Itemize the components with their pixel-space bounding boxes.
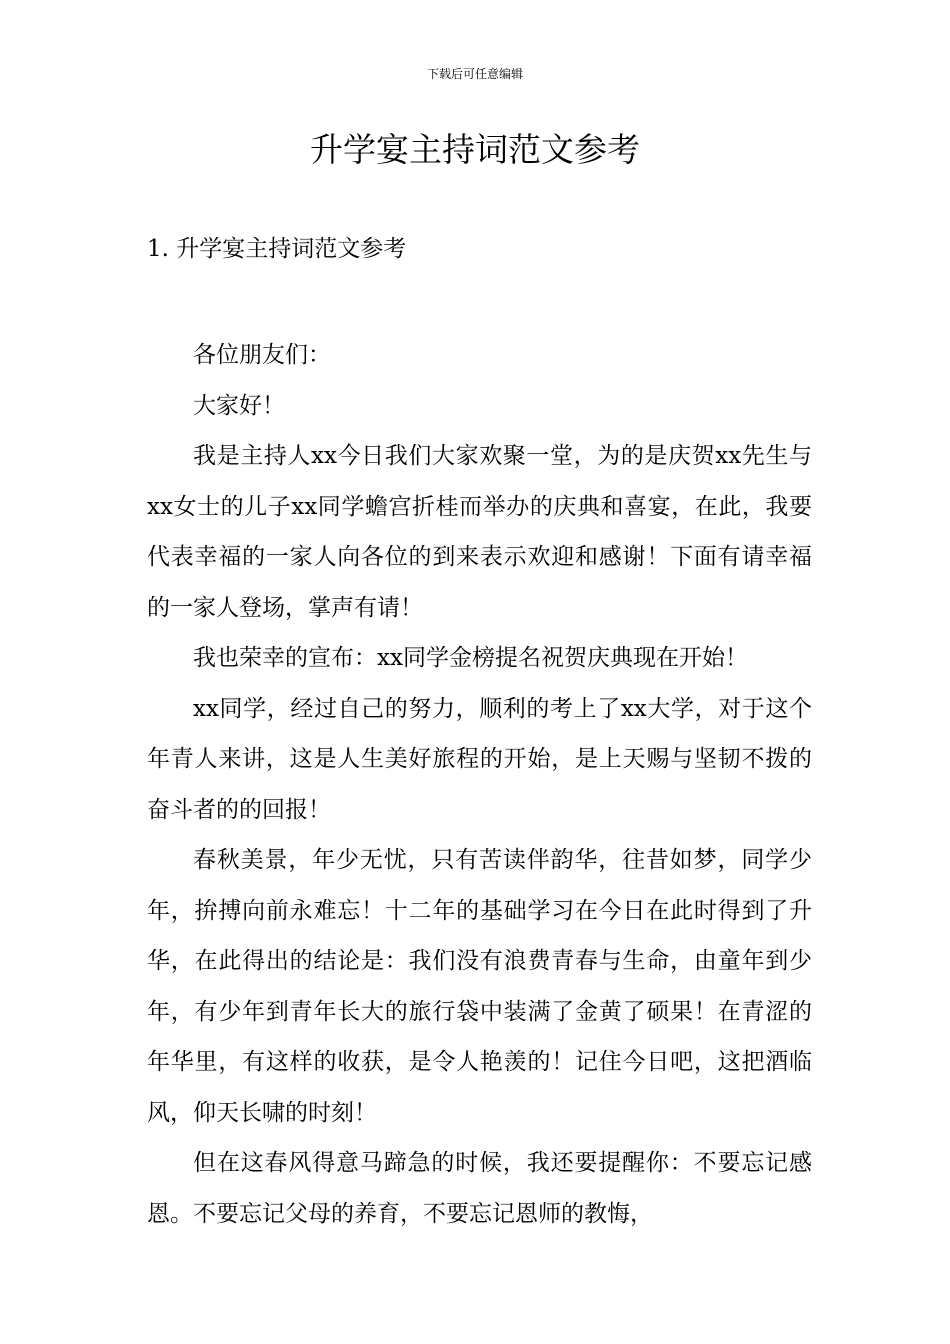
paragraph-gratitude: 但在这春风得意马蹄急的时候，我还要提醒你：不要忘记感恩。不要忘记父母的养育，不要忘记恩师的教悔， (147, 1150, 812, 1227)
document-title: 升学宴主持词范文参考 (310, 130, 640, 169)
paragraph-reflection: 春秋美景，年少无忧，只有苦读伴韵华，往昔如梦，同学少年，拚搏向前永难忘！十二年的基础学习在今日在此时得到了升华，在此得出的结论是：我们没有浪费青春与生命，由童年到少年，有少年到青年长大的旅行袋中装满了金黄了硕果！在青涩的年华里，有这样的收获，是令人艳羡的！记住今日吧，这把酒临风，仰天长啸的时刻！ (147, 847, 812, 1126)
paragraph-greeting: 各位朋友们： (193, 342, 331, 368)
section-heading: 1. 升学宴主持词范文参考 (147, 236, 407, 262)
paragraph-hello: 大家好！ (193, 392, 285, 419)
paragraph-achievement: xx同学，经过自己的努力，顺利的考上了xx大学，对于这个年青人来讲，这是人生美好旅程的开始，是上天赐与坚韧不拨的奋斗者的的回报！ (147, 695, 812, 823)
paragraph-introduction: 我是主持人xx今日我们大家欢聚一堂，为的是庆贺xx先生与xx女士的儿子xx同学蟾宫折桂而举办的庆典和喜宴，在此，我要代表幸福的一家人向各位的到来表示欢迎和感谢！下面有请幸福的一家人登场，掌声有请！ (147, 443, 812, 621)
document-body (147, 330, 812, 1239)
header-note: 下载后可任意编辑 (426, 67, 523, 81)
paragraph-announcement: 我也荣幸的宣布：xx同学金榜提名祝贺庆典现在开始！ (193, 645, 748, 671)
